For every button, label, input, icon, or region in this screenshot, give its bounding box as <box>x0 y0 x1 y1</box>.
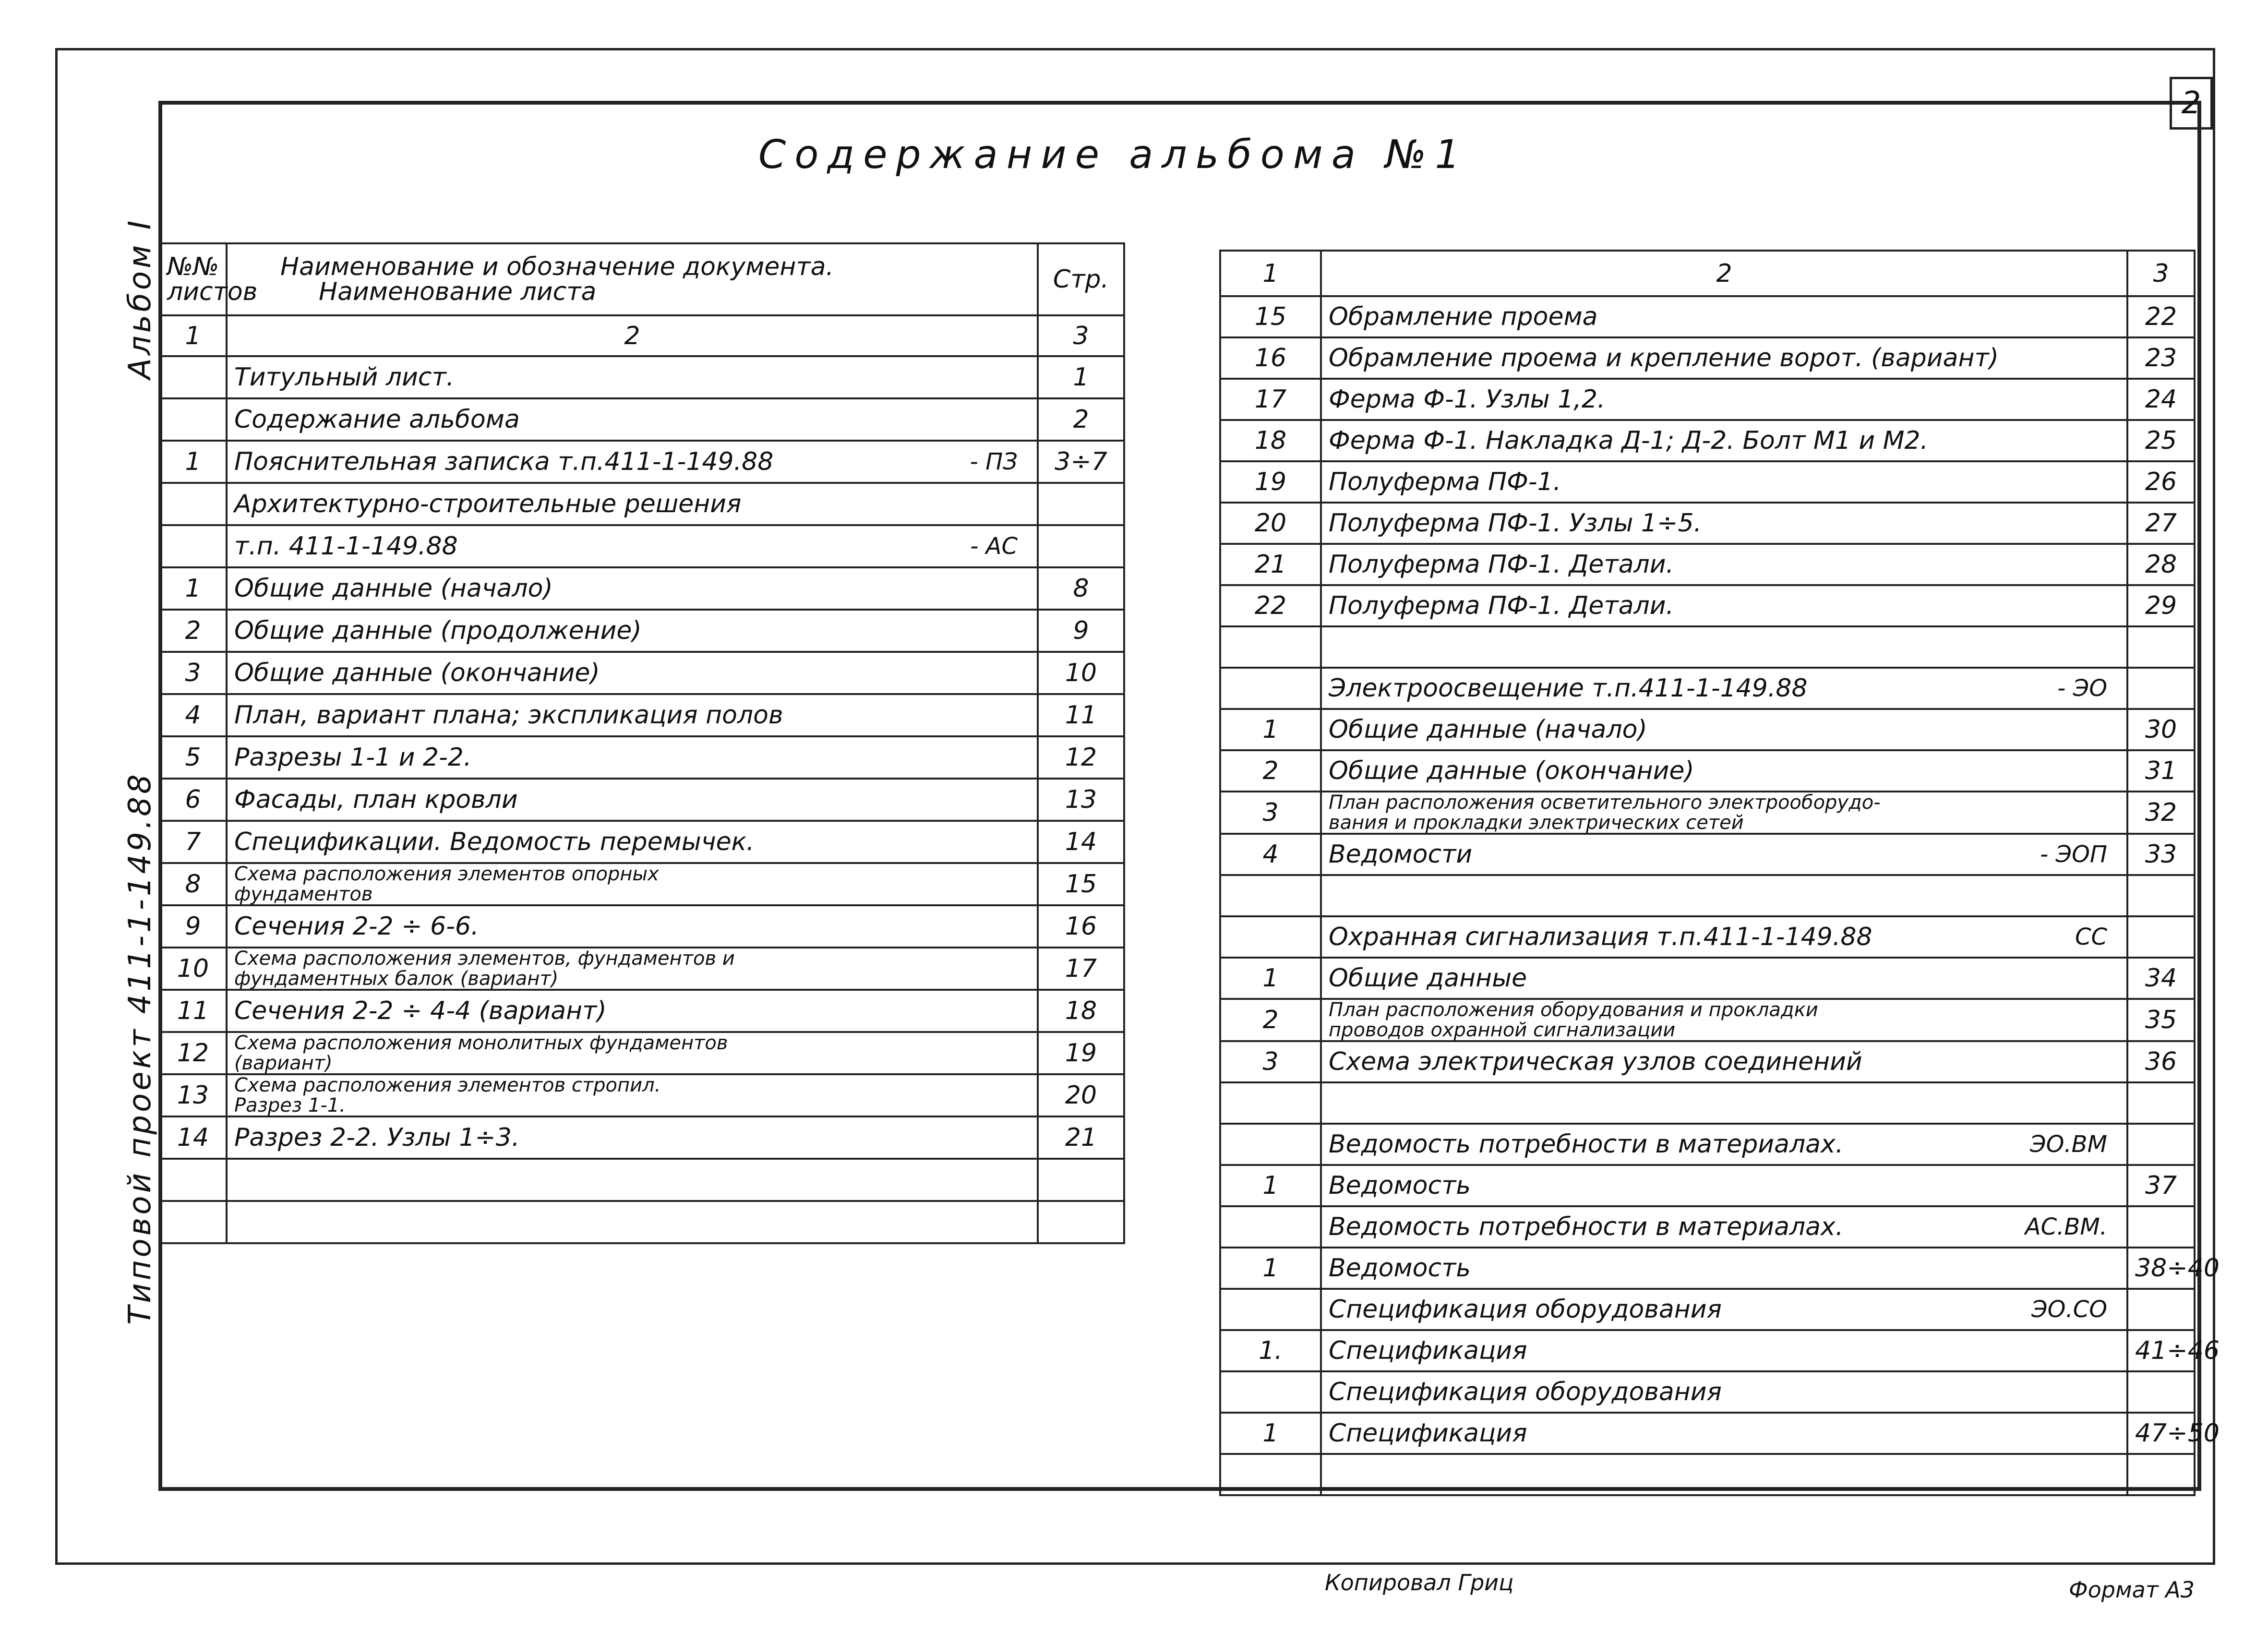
sheet-number-cell: 20 <box>1220 503 1321 544</box>
page-cell <box>2127 875 2195 916</box>
table-row <box>159 1074 1124 1116</box>
table-row <box>159 1032 1124 1074</box>
sheet-number-cell: 9 <box>159 905 227 948</box>
document-name-cell <box>227 1032 1038 1074</box>
page-cell <box>1038 1201 1124 1243</box>
document-name-text: Полуферма ПФ-1. Детали. <box>1329 591 1674 620</box>
table-row <box>159 1201 1124 1243</box>
sheet-number-cell <box>1220 875 1321 916</box>
sheet-number-cell: 2 <box>1220 750 1321 792</box>
page-cell: 14 <box>1038 821 1124 863</box>
page-cell: 12 <box>1038 736 1124 779</box>
document-code: - АС <box>970 533 1018 560</box>
page-cell <box>2127 1371 2195 1413</box>
page-cell <box>2127 1289 2195 1330</box>
document-name-text: Полуферма ПФ-1. <box>1329 468 1561 496</box>
table-row <box>159 990 1124 1032</box>
document-name-cell <box>1321 709 2127 750</box>
document-name-cell <box>1321 420 2127 461</box>
page-cell: 26 <box>2127 461 2195 503</box>
document-name-text: (вариант) <box>234 1052 333 1074</box>
document-name-text: Титульный лист. <box>234 363 455 392</box>
page-cell: 30 <box>2127 709 2195 750</box>
sheet-number-cell <box>1220 626 1321 668</box>
document-name-cell <box>227 1116 1038 1159</box>
page-cell <box>2127 668 2195 709</box>
page-cell <box>1038 483 1124 525</box>
sheet-number-cell: 1 <box>159 441 227 483</box>
page-cell: 38÷40 <box>2127 1248 2195 1289</box>
document-code: - ЭО <box>2057 675 2107 702</box>
table-header <box>159 243 1124 315</box>
document-name-cell <box>1321 875 2127 916</box>
table-row <box>1220 1413 2195 1454</box>
document-code: - ПЗ <box>970 448 1018 475</box>
sheet-number-cell: 13 <box>159 1074 227 1116</box>
page-cell <box>2127 1124 2195 1165</box>
page-cell: 22 <box>2127 296 2195 337</box>
col-number-2: 2 <box>1321 251 2127 296</box>
col-number-2: 2 <box>227 315 1038 356</box>
document-name-cell <box>227 398 1038 441</box>
document-name-text: Ведомость <box>1329 1254 1471 1283</box>
document-code: ЭО.СО <box>2031 1296 2107 1323</box>
sheet-number-cell <box>1220 1082 1321 1124</box>
side-album-label: Альбом I <box>122 217 158 379</box>
document-name-text: Спецификация оборудования <box>1329 1295 1722 1324</box>
table-row <box>1220 544 2195 585</box>
col-number-3: 3 <box>2127 251 2195 296</box>
document-name-text: Полуферма ПФ-1. Узлы 1÷5. <box>1329 509 1702 538</box>
table-row <box>159 483 1124 525</box>
document-name-text: Фасады, план кровли <box>234 785 518 814</box>
page-cell: 24 <box>2127 379 2195 420</box>
document-name-text: Сечения 2-2 ÷ 6-6. <box>234 912 479 941</box>
page-cell: 3÷7 <box>1038 441 1124 483</box>
document-name-text: Электроосвещение т.п.411-1-149.88 <box>1329 674 1808 703</box>
table-row <box>159 821 1124 863</box>
document-name-text: Архитектурно-строительные решения <box>234 490 742 518</box>
sheet-number-cell: 21 <box>1220 544 1321 585</box>
document-name-cell <box>227 610 1038 652</box>
document-name-cell <box>1321 1082 2127 1124</box>
document-name-cell <box>1321 1041 2127 1082</box>
page-cell: 8 <box>1038 567 1124 610</box>
document-name-cell <box>1321 958 2127 999</box>
table-row <box>1220 1124 2195 1165</box>
document-name-cell <box>227 441 1038 483</box>
document-name-cell <box>227 779 1038 821</box>
document-name-text: Ведомость <box>1329 1171 1471 1200</box>
sheet-number-cell <box>159 1159 227 1201</box>
document-name-cell <box>1321 296 2127 337</box>
document-name-text: Схема расположения монолитных фундаментов <box>234 1032 728 1054</box>
page-cell: 20 <box>1038 1074 1124 1116</box>
document-name-text: Ферма Ф-1. Накладка Д-1; Д-2. Болт М1 и М2. <box>1329 426 1929 455</box>
table-row <box>1220 834 2195 875</box>
document-name-cell <box>1321 750 2127 792</box>
page-cell <box>2127 626 2195 668</box>
document-name-cell <box>1321 544 2127 585</box>
table-row <box>1220 503 2195 544</box>
contents-table-right <box>1219 250 2220 1496</box>
sheet-number-cell: 3 <box>159 652 227 694</box>
document-name-cell <box>1321 379 2127 420</box>
page-cell: 9 <box>1038 610 1124 652</box>
sheet-number-cell <box>1220 1371 1321 1413</box>
page-cell: 16 <box>1038 905 1124 948</box>
table-row <box>1220 1041 2195 1082</box>
document-name-cell <box>227 694 1038 736</box>
page-cell: 19 <box>1038 1032 1124 1074</box>
document-code: ЭО.ВМ <box>2030 1131 2107 1158</box>
document-name-cell <box>227 863 1038 905</box>
document-name-cell <box>227 652 1038 694</box>
document-name-cell <box>1321 1454 2127 1495</box>
sheet-number-cell: 1 <box>1220 958 1321 999</box>
table-row <box>1220 999 2195 1041</box>
table-row <box>159 694 1124 736</box>
document-name-text: Сечения 2-2 ÷ 4-4 (вариант) <box>234 996 607 1025</box>
table-row <box>159 652 1124 694</box>
document-name-cell <box>1321 668 2127 709</box>
sheet-number-cell: 3 <box>1220 792 1321 834</box>
sheet-number-cell: 15 <box>1220 296 1321 337</box>
table-row <box>159 356 1124 398</box>
page-cell: 25 <box>2127 420 2195 461</box>
document-name-cell <box>227 736 1038 779</box>
document-name-cell <box>227 1074 1038 1116</box>
sheet-number-cell: 5 <box>159 736 227 779</box>
sheet-number-cell <box>1220 1124 1321 1165</box>
col-number-1: 1 <box>159 315 227 356</box>
page-cell: 28 <box>2127 544 2195 585</box>
table-row <box>159 567 1124 610</box>
document-name-text: фундаментных балок (вариант) <box>234 968 559 990</box>
document-name-cell <box>1321 916 2127 958</box>
table-row <box>1220 1248 2195 1289</box>
document-name-text: Обрамление проема и крепление ворот. (вариант) <box>1329 344 1999 372</box>
page-cell <box>1038 525 1124 567</box>
page-cell <box>2127 1206 2195 1248</box>
sheet-number-cell: 7 <box>159 821 227 863</box>
table-row <box>159 905 1124 948</box>
document-name-cell <box>1321 1330 2127 1371</box>
col-number-1: 1 <box>1220 251 1321 296</box>
page-cell: 29 <box>2127 585 2195 626</box>
document-name-cell <box>227 1201 1038 1243</box>
sheet-number: 2 <box>2170 77 2213 130</box>
sheet-number-cell: 4 <box>1220 834 1321 875</box>
page-cell: 31 <box>2127 750 2195 792</box>
sheet-number-cell: 14 <box>159 1116 227 1159</box>
side-project-label: Типовой проект 411-1-149.88 <box>122 771 158 1325</box>
sheet-number-cell: 8 <box>159 863 227 905</box>
table-row <box>159 863 1124 905</box>
table-row <box>159 525 1124 567</box>
table-row <box>1220 337 2195 379</box>
document-name-text: Схема электрическая узлов соединений <box>1329 1047 1862 1076</box>
sheet-number-cell: 17 <box>1220 379 1321 420</box>
page-cell: 47÷50 <box>2127 1413 2195 1454</box>
document-name-text: Разрез 1-1. <box>234 1094 346 1116</box>
page-cell: 11 <box>1038 694 1124 736</box>
sheet-number-cell: 18 <box>1220 420 1321 461</box>
format-label: Формат А3 <box>2069 1577 2195 1603</box>
sheet-number-cell: 3 <box>1220 1041 1321 1082</box>
page-cell: 35 <box>2127 999 2195 1041</box>
sheet-number-cell: 1 <box>159 567 227 610</box>
table-row <box>1220 1371 2195 1413</box>
sheet-number-cell <box>159 1201 227 1243</box>
document-name-text: План, вариант плана; экспликация полов <box>234 701 783 730</box>
document-name-text: Пояснительная записка т.п.411-1-149.88 <box>234 447 774 476</box>
table-row <box>1220 1082 2195 1124</box>
document-name-text: Схема расположения элементов стропил. <box>234 1074 661 1096</box>
document-name-text: Спецификации. Ведомость перемычек. <box>234 828 755 856</box>
document-name-text: Ферма Ф-1. Узлы 1,2. <box>1329 385 1606 414</box>
page-cell: 36 <box>2127 1041 2195 1082</box>
document-name-cell <box>1321 999 2127 1041</box>
page-cell: 17 <box>1038 948 1124 990</box>
table-row <box>1220 585 2195 626</box>
page-cell: 10 <box>1038 652 1124 694</box>
page-cell <box>2127 1082 2195 1124</box>
header-document-name: Наименование и обозначение документа. Наименование листа <box>227 243 1038 315</box>
document-name-text: Обрамление проема <box>1329 302 1598 331</box>
page-cell: 34 <box>2127 958 2195 999</box>
table-row <box>1220 379 2195 420</box>
page-cell: 23 <box>2127 337 2195 379</box>
header-page: Стр. <box>1038 243 1124 315</box>
column-numbers <box>159 315 1124 356</box>
page-cell: 18 <box>1038 990 1124 1032</box>
table-row <box>159 441 1124 483</box>
page-cell: 21 <box>1038 1116 1124 1159</box>
document-name-cell <box>1321 626 2127 668</box>
table-row <box>1220 750 2195 792</box>
document-name-cell <box>1321 792 2127 834</box>
document-name-text: Спецификация <box>1329 1419 1527 1448</box>
document-name-cell <box>227 821 1038 863</box>
document-name-cell <box>1321 585 2127 626</box>
document-name-text: Охранная сигнализация т.п.411-1-149.88 <box>1329 923 1872 951</box>
sheet-number-cell: 10 <box>159 948 227 990</box>
table-row <box>159 1159 1124 1201</box>
contents-table-left <box>158 242 1125 1244</box>
sheet-number-cell <box>1220 1454 1321 1495</box>
table-row <box>1220 1289 2195 1330</box>
table-row <box>159 736 1124 779</box>
document-name-text: Общие данные (начало) <box>234 574 553 603</box>
table-row <box>1220 296 2195 337</box>
document-name-text: Ведомость потребности в материалах. <box>1329 1212 1844 1241</box>
document-name-cell <box>1321 1413 2127 1454</box>
table-row <box>1220 461 2195 503</box>
sheet-number-cell: 1. <box>1220 1330 1321 1371</box>
table-row <box>1220 916 2195 958</box>
document-name-cell <box>1321 503 2127 544</box>
document-name-text: Содержание альбома <box>234 405 520 434</box>
sheet-number-cell: 19 <box>1220 461 1321 503</box>
document-name-cell <box>227 1159 1038 1201</box>
document-name-text: Спецификация оборудования <box>1329 1378 1722 1406</box>
table-row <box>159 610 1124 652</box>
sheet-number-cell: 12 <box>159 1032 227 1074</box>
table-row <box>1220 958 2195 999</box>
document-name-cell <box>1321 461 2127 503</box>
document-code: СС <box>2075 924 2107 950</box>
document-name-cell <box>227 905 1038 948</box>
sheet-number-cell <box>159 525 227 567</box>
document-name-text: Схема расположения элементов, фундаментов и <box>234 948 735 970</box>
document-name-cell <box>1321 1165 2127 1206</box>
sheet-number-cell <box>159 483 227 525</box>
document-name-text: Общие данные (окончание) <box>234 659 600 687</box>
document-name-cell <box>227 483 1038 525</box>
table-row <box>1220 1454 2195 1495</box>
document-code: - ЭОП <box>2040 841 2107 868</box>
page-cell: 13 <box>1038 779 1124 821</box>
table-row <box>1220 420 2195 461</box>
page-cell: 27 <box>2127 503 2195 544</box>
table-row <box>159 779 1124 821</box>
table-row <box>1220 1330 2195 1371</box>
table-row <box>1220 709 2195 750</box>
sheet-number-cell <box>1220 668 1321 709</box>
page-cell <box>2127 1454 2195 1495</box>
col-number-3: 3 <box>1038 315 1124 356</box>
document-name-text: т.п. 411-1-149.88 <box>234 532 458 561</box>
sheet-number-cell: 1 <box>1220 1413 1321 1454</box>
document-name-text: Спецификация <box>1329 1336 1527 1365</box>
sheet-number-cell: 22 <box>1220 585 1321 626</box>
table-row <box>1220 875 2195 916</box>
page-title: Содержание альбома №1 <box>758 132 1469 178</box>
document-name-text: вания и прокладки электрических сетей <box>1329 812 1744 834</box>
header-sheet-number: №№ листов <box>159 243 227 315</box>
document-name-cell <box>1321 834 2127 875</box>
page-cell: 2 <box>1038 398 1124 441</box>
sheet-number-cell: 1 <box>1220 1165 1321 1206</box>
sheet-number-cell <box>1220 916 1321 958</box>
document-name-cell <box>1321 1371 2127 1413</box>
document-name-text: Разрез 2-2. Узлы 1÷3. <box>234 1123 520 1152</box>
sheet-number-cell: 2 <box>1220 999 1321 1041</box>
document-name-text: План расположения осветительного электрооборудо- <box>1329 792 1881 814</box>
page-cell: 1 <box>1038 356 1124 398</box>
document-name-cell <box>1321 337 2127 379</box>
page-cell: 32 <box>2127 792 2195 834</box>
table-row <box>1220 1165 2195 1206</box>
document-name-cell <box>1321 1124 2127 1165</box>
page-cell: 37 <box>2127 1165 2195 1206</box>
document-name-text: Схема расположения элементов опорных <box>234 863 659 885</box>
document-name-cell <box>227 567 1038 610</box>
document-name-cell <box>1321 1248 2127 1289</box>
document-name-text: Общие данные (окончание) <box>1329 756 1694 785</box>
document-name-text: План расположения оборудования и прокладки <box>1329 999 1818 1021</box>
table-row <box>1220 626 2195 668</box>
table-row <box>1220 792 2195 834</box>
table-row <box>159 398 1124 441</box>
sheet-number-cell: 1 <box>1220 709 1321 750</box>
sheet-number-cell <box>159 398 227 441</box>
page-cell: 41÷46 <box>2127 1330 2195 1371</box>
document-name-text: проводов охранной сигнализации <box>1329 1019 1676 1041</box>
document-name-text: Разрезы 1-1 и 2-2. <box>234 743 472 772</box>
page-cell: 15 <box>1038 863 1124 905</box>
sheet-number-cell <box>159 356 227 398</box>
document-name-text: Ведомости <box>1329 840 1473 869</box>
sheet-number-cell <box>1220 1289 1321 1330</box>
sheet-number-cell: 16 <box>1220 337 1321 379</box>
page-cell: 33 <box>2127 834 2195 875</box>
column-numbers <box>1220 251 2195 296</box>
document-name-cell <box>227 525 1038 567</box>
page-cell <box>2127 916 2195 958</box>
document-name-cell <box>227 990 1038 1032</box>
sheet-number-cell: 2 <box>159 610 227 652</box>
sheet-number-cell: 11 <box>159 990 227 1032</box>
document-name-text: фундаментов <box>234 883 373 905</box>
document-name-text: Полуферма ПФ-1. Детали. <box>1329 550 1674 579</box>
sheet-number-cell: 1 <box>1220 1248 1321 1289</box>
document-name-cell <box>1321 1206 2127 1248</box>
table-row <box>159 1116 1124 1159</box>
document-name-cell <box>227 356 1038 398</box>
table-row <box>1220 668 2195 709</box>
page-cell <box>1038 1159 1124 1201</box>
document-name-cell <box>1321 1289 2127 1330</box>
table-row <box>159 948 1124 990</box>
sheet-number-cell: 6 <box>159 779 227 821</box>
document-name-text: Ведомость потребности в материалах. <box>1329 1130 1844 1159</box>
document-name-text: Общие данные <box>1329 964 1527 993</box>
copied-by-label: Копировал Гриц <box>1325 1570 1514 1596</box>
sheet-number-cell <box>1220 1206 1321 1248</box>
table-row <box>1220 1206 2195 1248</box>
sheet-number-cell: 4 <box>159 694 227 736</box>
document-code: АС.ВМ. <box>2025 1213 2107 1240</box>
document-name-cell <box>227 948 1038 990</box>
document-name-text: Общие данные (начало) <box>1329 715 1647 744</box>
document-name-text: Общие данные (продолжение) <box>234 616 642 645</box>
